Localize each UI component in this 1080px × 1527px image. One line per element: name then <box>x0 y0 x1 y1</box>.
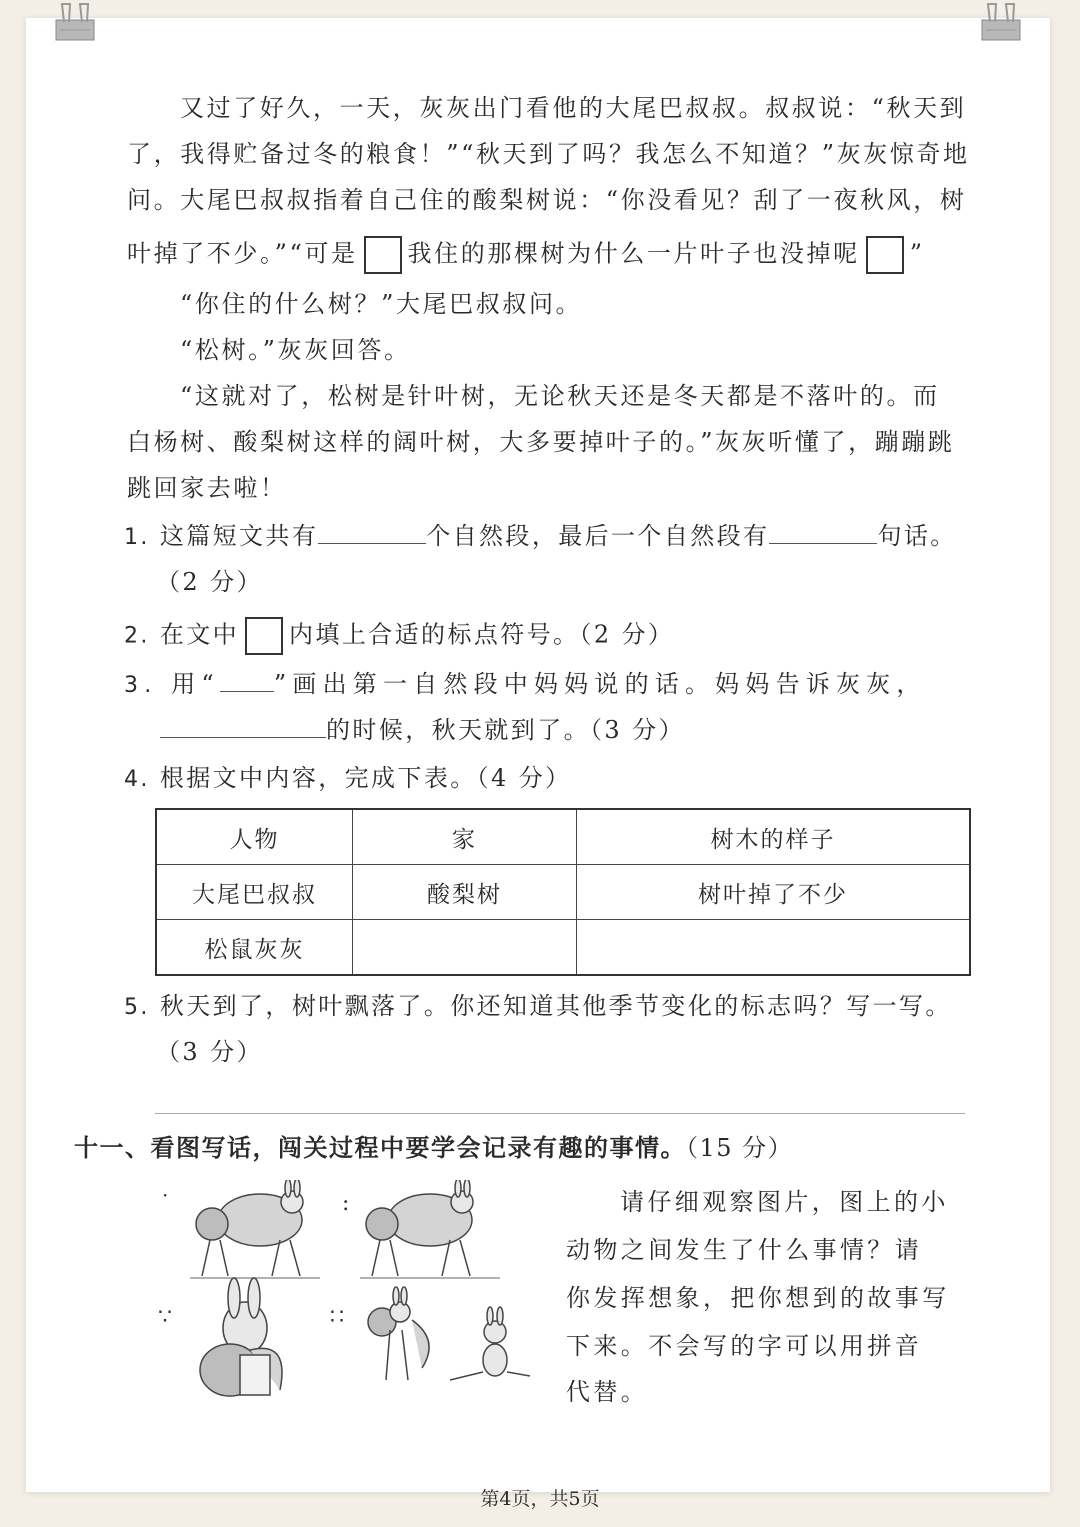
underline-sample <box>220 669 274 692</box>
answer-blank[interactable] <box>318 521 426 544</box>
prompt-line: 请仔细观察图片，图上的小 <box>620 1188 949 1216</box>
story-line: 跳回家去啦！ <box>127 474 287 502</box>
prompt-line: 下来。不会写的字可以用拼音 <box>566 1332 923 1360</box>
panel-2-drawing <box>360 1180 500 1278</box>
answer-blank[interactable] <box>769 521 877 544</box>
story-line: 问。大尾巴叔叔指着自己住的酸梨树说：“你没看见？刮了一夜秋风，树 <box>127 186 967 214</box>
picture-story-illustration <box>150 1180 540 1420</box>
table-header: 树木的样子 <box>577 809 971 865</box>
story-line: “你住的什么树？”大尾巴叔叔问。 <box>180 290 583 318</box>
story-line <box>127 236 925 274</box>
question-3-cont: 的时候，秋天就到了。（3 分） <box>160 714 685 746</box>
story-text: ” <box>909 239 925 268</box>
panel-4-drawing <box>368 1287 530 1380</box>
answer-line[interactable] <box>155 1113 965 1114</box>
section-11-title: 十一、看图写话，闯关过程中要学会记录有趣的事情。（15 分） <box>74 1134 794 1162</box>
story-line: 白杨树、酸梨树这样的阔叶树，大多要掉叶子的。”灰灰听懂了，蹦蹦跳 <box>127 428 955 456</box>
story-text: 我住的那棵树为什么一片叶子也没掉呢 <box>407 239 860 268</box>
table-answer-cell[interactable] <box>353 920 577 976</box>
question-1-score: （2 分） <box>156 568 263 596</box>
prompt-line: 动物之间发生了什么事情？请 <box>566 1236 923 1264</box>
binder-clip-icon <box>978 0 1024 44</box>
character-table <box>155 808 971 976</box>
punctuation-box[interactable] <box>866 236 904 274</box>
story-line: 又过了好久，一天，灰灰出门看他的大尾巴叔叔。叔叔说：“秋天到 <box>180 94 967 122</box>
question-5: 5. 秋天到了，树叶飘落了。你还知道其他季节变化的标志吗？写一写。 <box>124 992 952 1020</box>
question-1: 1. 这篇短文共有 个自然段，最后一个自然段有 句话。 <box>124 522 957 550</box>
table-answer-cell[interactable] <box>577 920 971 976</box>
prompt-line: 代替。 <box>566 1378 649 1406</box>
story-line: “这就对了，松树是针叶树，无论秋天还是冬天都是不落叶的。而 <box>180 382 940 410</box>
story-line: “松树。”灰灰回答。 <box>180 336 411 364</box>
panel-marker: : <box>342 1191 350 1216</box>
table-header: 人物 <box>156 809 353 865</box>
panel-marker: ∵ <box>158 1305 172 1330</box>
page-number: 第4页，共5页 <box>480 1488 600 1510</box>
story-text: 叶掉了不少。”“可是 <box>127 239 358 268</box>
prompt-line: 你发挥想象，把你想到的故事写 <box>566 1284 950 1312</box>
question-2: 2. 在文中 内填上合适的标点符号。（2 分） <box>124 617 674 655</box>
binder-clip-icon <box>52 0 98 44</box>
panel-marker: · <box>162 1183 169 1207</box>
table-cell: 松鼠灰灰 <box>156 920 353 976</box>
answer-blank[interactable] <box>160 715 326 738</box>
table-cell: 大尾巴叔叔 <box>156 865 353 920</box>
panel-marker: ∷ <box>330 1305 344 1330</box>
question-4: 4. 根据文中内容，完成下表。（4 分） <box>124 764 572 792</box>
table-cell: 酸梨树 <box>353 865 577 920</box>
punctuation-box-example <box>245 617 283 655</box>
panel-1-drawing <box>190 1180 320 1278</box>
story-line: 了，我得贮备过冬的粮食！”“秋天到了吗？我怎么不知道？”灰灰惊奇地 <box>127 140 970 168</box>
panel-3-drawing <box>200 1278 282 1396</box>
table-header: 家 <box>353 809 577 865</box>
punctuation-box[interactable] <box>364 236 402 274</box>
table-cell: 树叶掉了不少 <box>577 865 971 920</box>
question-5-score: （3 分） <box>156 1038 263 1066</box>
question-3: 3. 用“ ”画出第一自然段中妈妈说的话。妈妈告诉灰灰， <box>124 670 927 698</box>
